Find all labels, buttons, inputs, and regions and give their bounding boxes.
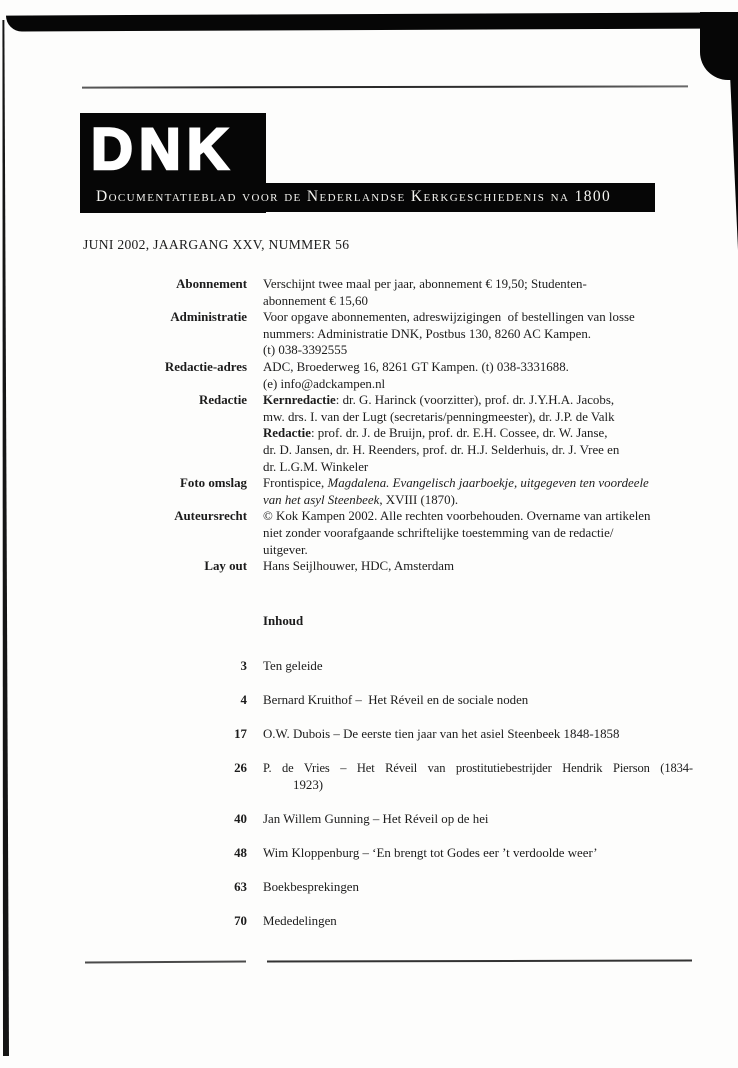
colophon-label: Abonnement xyxy=(176,277,247,291)
colophon-text: : prof. dr. J. de Bruijn, prof. dr. E.H. Cossee, dr. W. Janse, xyxy=(310,426,608,441)
header-rule xyxy=(82,85,688,88)
colophon-bold-text: Redactie xyxy=(263,426,311,441)
toc-entry-line: Ten geleide xyxy=(263,659,323,673)
footer-rule-left xyxy=(85,961,246,964)
toc-entry-line: Mededelingen xyxy=(263,914,337,928)
scan-artifact-right-edge xyxy=(730,74,738,250)
colophon-label: Administratie xyxy=(170,310,247,325)
toc-entry-line: Jan Willem Gunning – Het Réveil op de hei xyxy=(263,812,489,826)
colophon-text: © Kok Kampen 2002. Alle rechten voorbehouden. Overname van artikelen xyxy=(263,509,651,524)
colophon-label: Redactie-adres xyxy=(164,359,247,374)
colophon-value xyxy=(263,309,693,359)
scan-artifact-top-band xyxy=(6,12,734,31)
colophon-text: niet zonder voorafgaande schriftelijke toestemming van de redactie/ xyxy=(263,525,614,540)
colophon-value xyxy=(263,359,693,392)
colophon-text: Verschijnt twee maal per jaar, abonnement € 19,50; Studenten- xyxy=(263,277,587,291)
colophon-value xyxy=(263,276,693,309)
colophon-label: Lay out xyxy=(204,559,247,574)
colophon-text: Voor opgave abonnementen, adreswijzigingen of bestellingen van losse xyxy=(263,310,635,325)
colophon-value xyxy=(263,392,693,475)
toc-page-number: 40 xyxy=(234,812,247,826)
colophon-italic-text: van het asyl Steenbeek xyxy=(263,492,380,507)
colophon-text: (t) 038-3392555 xyxy=(263,343,348,358)
toc-page-number: 3 xyxy=(240,659,247,673)
journal-subtitle: Documentatieblad voor de Nederlandse Kerkgeschiedenis na 1800 xyxy=(96,188,612,205)
toc-page-number: 26 xyxy=(234,761,247,775)
toc-entry-line: O.W. Dubois – De eerste tien jaar van het asiel Steenbeek 1848-1858 xyxy=(263,727,620,741)
colophon-grid xyxy=(83,276,693,575)
colophon-text: ADC, Broederweg 16, 8261 GT Kampen. (t) 038-3331688. xyxy=(263,359,569,374)
colophon-label: Redactie xyxy=(199,393,247,408)
toc-heading: Inhoud xyxy=(263,614,304,628)
toc-grid xyxy=(83,613,693,930)
colophon-text: Hans Seijlhouwer, HDC, Amsterdam xyxy=(263,559,455,574)
colophon-value xyxy=(263,508,693,558)
colophon-text: mw. drs. I. van der Lugt (secretaris/penningmeester), dr. J.P. de Valk xyxy=(263,409,615,424)
colophon-text: abonnement € 15,60 xyxy=(263,293,368,308)
toc-entry xyxy=(263,913,693,930)
toc-entry xyxy=(263,726,693,743)
footer-rule-right xyxy=(267,960,692,963)
toc-entry xyxy=(263,811,693,828)
toc-entry xyxy=(263,879,693,896)
colophon-value xyxy=(263,558,693,575)
colophon-text: , XVIII (1870). xyxy=(379,492,459,507)
colophon-text: dr. D. Jansen, dr. H. Reenders, prof. dr. H.J. Selderhuis, dr. J. Vree en xyxy=(263,442,620,457)
journal-logo: DNK xyxy=(91,117,235,182)
toc-entry-line: 1923) xyxy=(293,778,324,792)
toc-entry-line: Boekbesprekingen xyxy=(263,880,359,894)
toc-entry xyxy=(263,692,693,709)
colophon-bold-text: Kernredactie xyxy=(263,393,336,408)
issue-line: JUNI 2002, JAARGANG XXV, NUMMER 56 xyxy=(83,237,350,252)
colophon-text: dr. L.G.M. Winkeler xyxy=(263,459,369,474)
toc-page-number: 4 xyxy=(240,693,247,707)
scan-artifact-top-right-corner xyxy=(700,12,738,80)
scan-artifact-left-edge xyxy=(1,20,9,1056)
toc-entry xyxy=(263,760,693,794)
colophon-text: nummers: Administratie DNK, Postbus 130, 8260 AC Kampen. xyxy=(263,326,591,341)
toc-page-number: 17 xyxy=(234,727,247,741)
colophon-text: uitgever. xyxy=(263,542,308,557)
colophon-label: Auteursrecht xyxy=(174,509,247,524)
colophon-label: Foto omslag xyxy=(180,476,247,491)
toc-entry-line: P. de Vries – Het Réveil van prostitutiebestrijder Hendrik Pierson (1834- xyxy=(263,761,693,775)
toc-entry xyxy=(263,658,693,675)
toc-page-number: 63 xyxy=(234,880,247,894)
toc-page-number: 70 xyxy=(234,914,247,928)
colophon-text: (e) info@adckampen.nl xyxy=(263,376,386,391)
toc-entry-line: Wim Kloppenburg – ‘En brengt tot Godes eer ’t verdoolde weer’ xyxy=(263,846,598,860)
toc-entry xyxy=(263,845,693,862)
colophon-text: : dr. G. Harinck (voorzitter), prof. dr. J.Y.H.A. Jacobs, xyxy=(335,393,615,408)
toc-entry-line: Bernard Kruithof – Het Réveil en de sociale noden xyxy=(263,693,529,707)
toc-page-number: 48 xyxy=(234,846,247,860)
colophon-italic-text: Magdalena. Evangelisch jaarboekje, uitgegeven ten voordeele xyxy=(327,476,649,491)
colophon-text: Frontispice, xyxy=(263,476,328,491)
colophon-value xyxy=(263,475,693,508)
